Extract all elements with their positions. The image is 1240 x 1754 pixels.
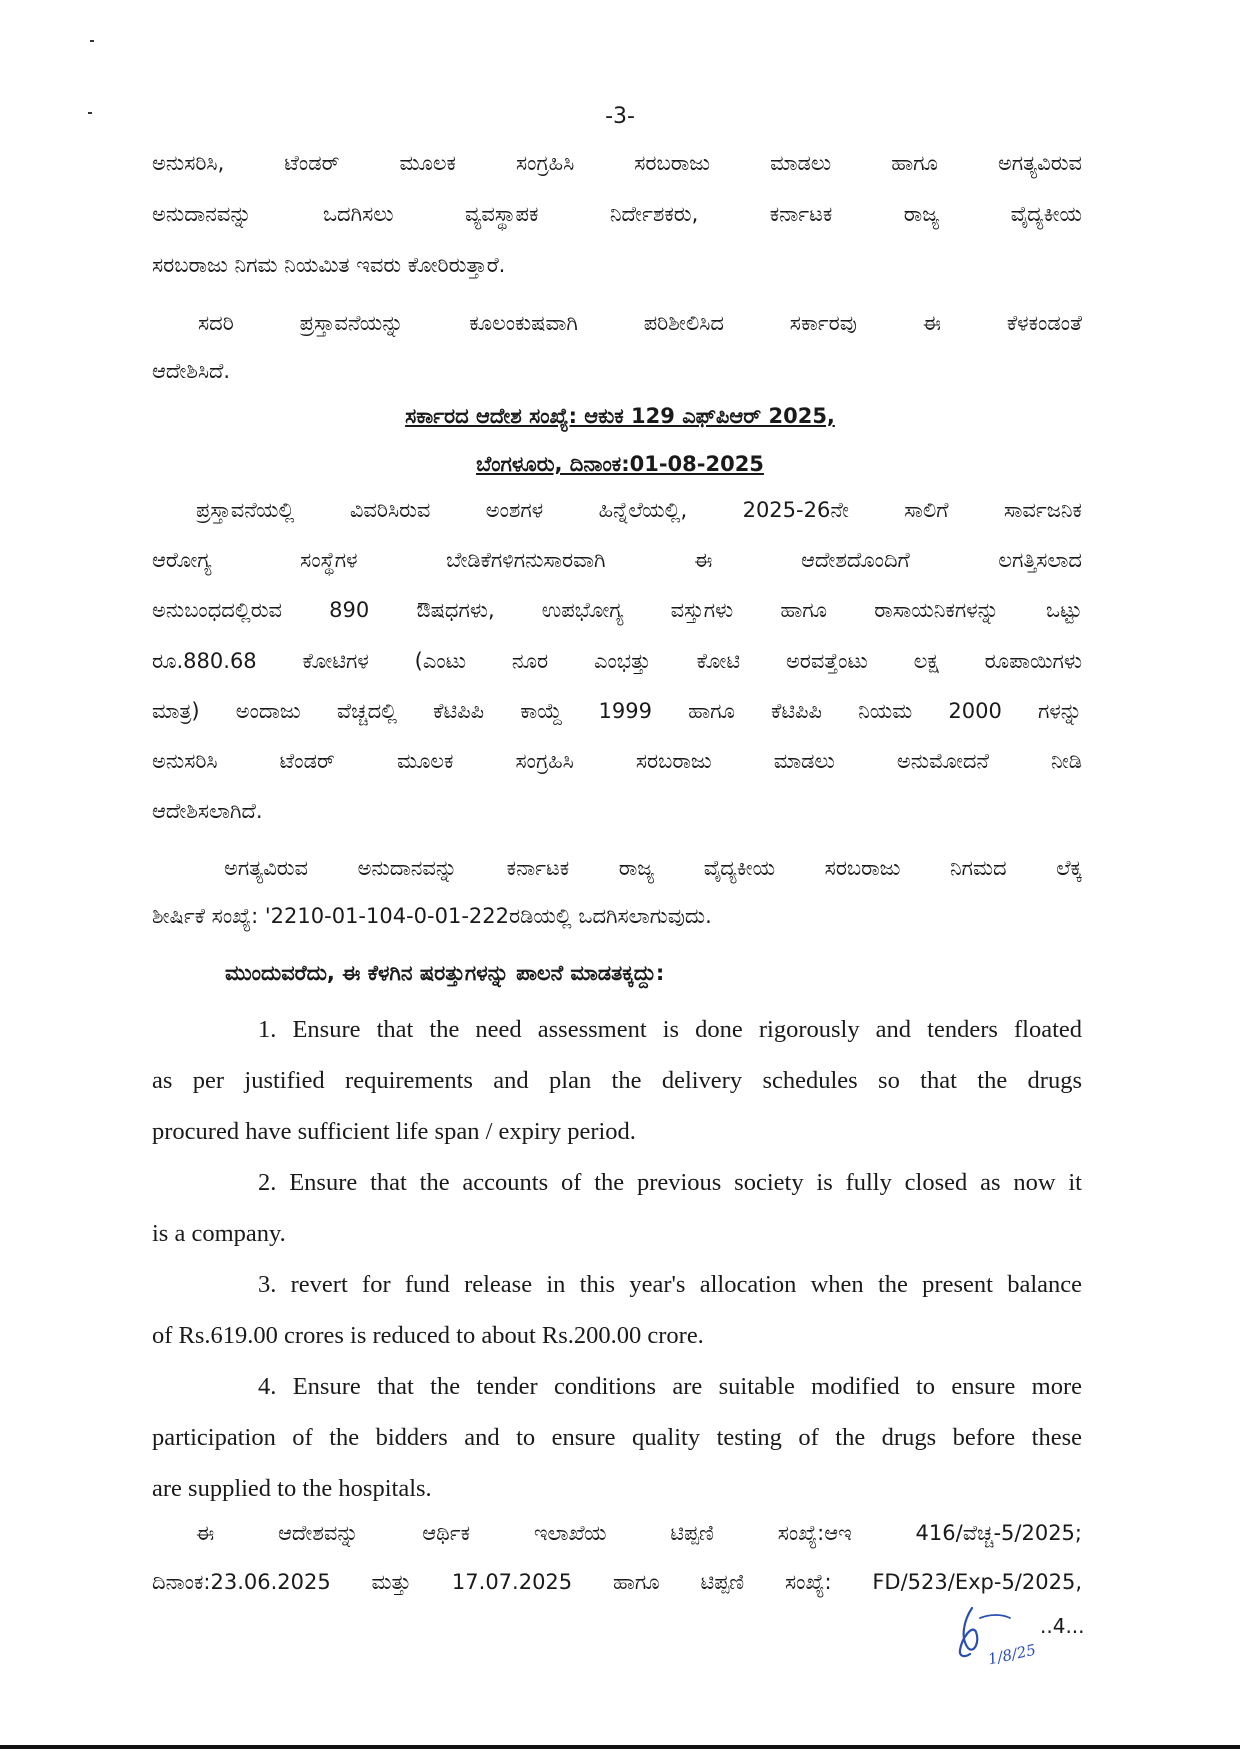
scan-speck (90, 40, 94, 42)
condition-line: is a company. (152, 1220, 286, 1247)
text-line: ಪ್ರಸ್ತಾವನೆಯಲ್ಲಿ ವಿವರಿಸಿರುವ ಅಂಶಗಳ ಹಿನ್ನೆಲೆಯಲ್ಲಿ, 2025-26ನೇ ಸಾಲಿಗೆ ಸಾರ್ವಜನಿಕ (196, 498, 1082, 522)
condition-line: 2. Ensure that the accounts of the previous society is fully closed as now it (258, 1169, 1082, 1196)
text-line: ಆರೋಗ್ಯ ಸಂಸ್ಥೆಗಳ ಬೇಡಿಕೆಗಳಿಗನುಸಾರವಾಗಿ ಈ ಆದೇಶದೊಂದಿಗೆ ಲಗತ್ತಿಸಲಾದ (152, 548, 1082, 572)
text-line: ಸದರಿ ಪ್ರಸ್ತಾವನೆಯನ್ನು ಕೂಲಂಕುಷವಾಗಿ ಪರಿಶೀಲಿಸಿದ ಸರ್ಕಾರವು ಈ ಕೆಳಕಂಡಂತೆ (198, 311, 1082, 335)
signature-date: 1/8/25 (986, 1640, 1038, 1668)
condition-item (152, 1259, 1082, 1361)
text-line: ಈ ಆದೇಶವನ್ನು ಆರ್ಥಿಕ ಇಲಾಖೆಯ ಟಿಪ್ಪಣಿ ಸಂಖ್ಯೆ:ಆಇ 416/ವೆಚ್ಚ-5/2025; (196, 1521, 1082, 1545)
condition-line: of Rs.619.00 crores is reduced to about Rs.200.00 crore. (152, 1322, 704, 1349)
text-line: ರೂ.880.68 ಕೋಟಿಗಳ (ಎಂಟು ನೂರ ಎಂಭತ್ತು ಕೋಟಿ ಅರವತ್ತೆಂಟು ಲಕ್ಷ ರೂಪಾಯಿಗಳು (152, 649, 1082, 673)
condition-line: are supplied to the hospitals. (152, 1475, 432, 1502)
condition-item (152, 1157, 1082, 1259)
text-line: ಆದೇಶಿಸಿದೆ. (152, 359, 231, 383)
text-line: ಸರಬರಾಜು ನಿಗಮ ನಿಯಮಿತ ಇವರು ಕೋರಿರುತ್ತಾರೆ. (152, 253, 506, 277)
text-line: ಆದೇಶಿಸಲಾಗಿದೆ. (152, 799, 263, 823)
condition-line: participation of the bidders and to ensure quality testing of the drugs before these (152, 1424, 1082, 1451)
condition-item (152, 1361, 1082, 1514)
text-line: ಅಗತ್ಯವಿರುವ ಅನುದಾನವನ್ನು ಕರ್ನಾಟಕ ರಾಜ್ಯ ವೈದ್ಯಕೀಯ ಸರಬರಾಜು ನಿಗಮದ ಲೆಕ್ಕ (224, 856, 1082, 880)
text-line: ಅನುದಾನವನ್ನು ಒದಗಿಸಲು ವ್ಯವಸ್ಥಾಪಕ ನಿರ್ದೇಶಕರು, ಕರ್ನಾಟಕ ರಾಜ್ಯ ವೈದ್ಯಕೀಯ (152, 202, 1082, 226)
conditions-heading: ಮುಂದುವರೆದು, ಈ ಕೆಳಗಿನ ಷರತ್ತುಗಳನ್ನು ಪಾಲನೆ ಮಾಡತಕ್ಕದ್ದು: (225, 961, 665, 985)
condition-line: procured have sufficient life span / expiry period. (152, 1118, 636, 1145)
text-line: ದಿನಾಂಕ:23.06.2025 ಮತ್ತು 17.07.2025 ಹಾಗೂ ಟಿಪ್ಪಣಿ ಸಂಖ್ಯೆ: FD/523/Exp-5/2025, (152, 1570, 1082, 1594)
text-line: ಶೀರ್ಷಿಕೆ ಸಂಖ್ಯೆ: '2210-01-104-0-01-222ರಡಿಯಲ್ಲಿ ಒದಗಿಸಲಾಗುವುದು. (152, 904, 712, 928)
page-number: -3- (605, 104, 635, 129)
condition-line: as per justified requirements and plan the delivery schedules so that the drugs (152, 1067, 1082, 1094)
text-line: ಅನುಬಂಧದಲ್ಲಿರುವ 890 ಔಷಧಗಳು, ಉಪಭೋಗ್ಯ ವಸ್ತುಗಳು ಹಾಗೂ ರಾಸಾಯನಿಕಗಳನ್ನು ಒಟ್ಟು (152, 598, 1082, 622)
bottom-rule (0, 1745, 1240, 1749)
condition-line: 1. Ensure that the need assessment is done rigorously and tenders floated (258, 1016, 1082, 1043)
order-number-heading: ಸರ್ಕಾರದ ಆದೇಶ ಸಂಖ್ಯೆ: ಆಕುಕ 129 ಎಫ್‌ಪಿಆರ್ 2025, (405, 404, 835, 428)
conditions-list (152, 1004, 1082, 1514)
text-line: ಅನುಸರಿಸಿ ಟೆಂಡರ್ ಮೂಲಕ ಸಂಗ್ರಹಿಸಿ ಸರಬರಾಜು ಮಾಡಲು ಅನುಮೋದನೆ ನೀಡಿ (152, 749, 1082, 773)
continued-marker: ..4... (1040, 1614, 1085, 1638)
condition-item (152, 1004, 1082, 1157)
condition-line: 4. Ensure that the tender conditions are suitable modified to ensure more (258, 1373, 1082, 1400)
text-line: ಅನುಸರಿಸಿ, ಟೆಂಡರ್ ಮೂಲಕ ಸಂಗ್ರಹಿಸಿ ಸರಬರಾಜು ಮಾಡಲು ಹಾಗೂ ಅಗತ್ಯವಿರುವ (152, 151, 1082, 175)
signature (950, 1598, 1050, 1668)
order-date-heading: ಬೆಂಗಳೂರು, ದಿನಾಂಕ:01-08-2025 (476, 452, 764, 476)
condition-line: 3. revert for fund release in this year's allocation when the present balance (258, 1271, 1082, 1298)
text-line: ಮಾತ್ರ) ಅಂದಾಜು ವೆಚ್ಚದಲ್ಲಿ ಕೆಟಿಪಿಪಿ ಕಾಯ್ದೆ 1999 ಹಾಗೂ ಕೆಟಿಪಿಪಿ ನಿಯಮ 2000 ಗಳನ್ನು (152, 699, 1082, 723)
